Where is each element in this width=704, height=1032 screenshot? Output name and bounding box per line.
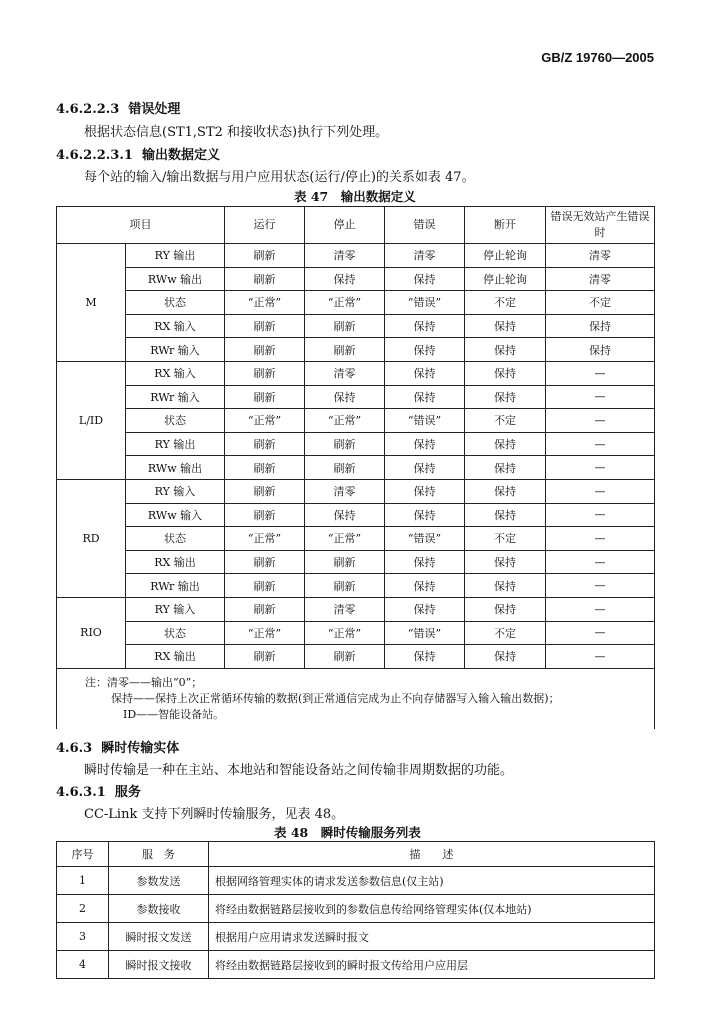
table-cell: — (546, 621, 655, 645)
table-cell: “正常” (305, 409, 385, 433)
row-label-cell: 状态 (126, 621, 225, 645)
table-cell: 刷新 (305, 432, 385, 456)
table-row (57, 574, 655, 598)
row-label-cell: 状态 (126, 409, 225, 433)
table-cell: 停止轮询 (465, 244, 546, 268)
index-cell: 2 (57, 895, 109, 923)
table-cell: 保持 (465, 456, 546, 480)
table-cell: — (546, 527, 655, 551)
table-cell: 保持 (465, 385, 546, 409)
row-label-cell: RX 输入 (126, 361, 225, 385)
table-cell: 清零 (305, 597, 385, 621)
table-cell: 停止轮询 (465, 267, 546, 291)
table-cell: 保持 (385, 456, 465, 480)
row-label-cell: RWr 输入 (126, 385, 225, 409)
table-cell: “正常” (305, 621, 385, 645)
table-cell: 清零 (305, 479, 385, 503)
section-title: 输出数据定义 (141, 148, 220, 163)
table-row (57, 314, 655, 338)
table-cell: 保持 (465, 314, 546, 338)
table-cell: 保持 (465, 361, 546, 385)
note-line: ID——智能设备站。 (123, 707, 225, 721)
column-header: 项目 (57, 207, 225, 244)
row-label-cell: 状态 (126, 291, 225, 315)
table-cell: 刷新 (305, 338, 385, 362)
table-cell: — (546, 456, 655, 480)
group-cell: L/ID (57, 361, 126, 479)
row-label-cell: RWw 输出 (126, 267, 225, 291)
table-cell: 刷新 (305, 574, 385, 598)
column-header: 服 务 (109, 842, 209, 867)
table-cell: “正常” (305, 291, 385, 315)
table-row (57, 291, 655, 315)
row-label-cell: RX 输入 (126, 314, 225, 338)
document-header: GB/Z 19760—2005 (541, 50, 654, 65)
table-cell: “错误” (385, 409, 465, 433)
row-label-cell: RX 输出 (126, 550, 225, 574)
table-cell: 保持 (465, 432, 546, 456)
table-cell: 刷新 (225, 645, 305, 669)
table-cell: 保持 (385, 645, 465, 669)
column-header: 停止 (305, 207, 385, 244)
section-number: 4.6.3.1 (56, 785, 106, 800)
table-cell: 不定 (546, 291, 655, 315)
table-row (57, 267, 655, 291)
service-cell: 瞬时报文发送 (109, 923, 209, 951)
table-row (57, 456, 655, 480)
table-row (57, 550, 655, 574)
table-row (57, 479, 655, 503)
table-cell: 保持 (385, 338, 465, 362)
table-cell: 刷新 (225, 244, 305, 268)
table-cell: 刷新 (225, 597, 305, 621)
table-row (57, 923, 655, 951)
table-cell: 保持 (465, 479, 546, 503)
section-title: 瞬时传输实体 (101, 741, 180, 756)
group-cell: RD (57, 479, 126, 597)
table-cell: 保持 (465, 338, 546, 362)
table-cell: 刷新 (225, 338, 305, 362)
description-cell: 根据用户应用请求发送瞬时报文 (209, 923, 655, 951)
table-cell: 保持 (465, 597, 546, 621)
section-heading-4-6-2-2-3 (56, 98, 180, 117)
table-row (57, 503, 655, 527)
column-header: 断开 (465, 207, 546, 244)
table-row (57, 244, 655, 268)
description-cell: 根据网络管理实体的请求发送参数信息(仅主站) (209, 867, 655, 895)
table-cell: — (546, 574, 655, 598)
paragraph: 每个站的输入/输出数据与用户应用状态(运行/停止)的关系如表 47。 (84, 170, 475, 185)
table-cell: 保持 (385, 503, 465, 527)
column-header: 描 述 (209, 842, 655, 867)
table-cell: 保持 (465, 550, 546, 574)
table-cell: 不定 (465, 527, 546, 551)
table-header-row (57, 207, 655, 244)
table-row (57, 361, 655, 385)
table-cell: “错误” (385, 621, 465, 645)
section-title: 错误处理 (128, 102, 181, 117)
table-row (57, 409, 655, 433)
section-heading-4-6-3 (56, 737, 179, 756)
table-cell: — (546, 597, 655, 621)
table-cell: 保持 (385, 432, 465, 456)
table-cell: “正常” (305, 527, 385, 551)
row-label-cell: RWr 输入 (126, 338, 225, 362)
table-48-caption: 表 48 瞬时传输服务列表 (274, 825, 421, 840)
table-cell: 刷新 (225, 432, 305, 456)
row-label-cell: 状态 (126, 527, 225, 551)
description-cell: 将经由数据链路层接收到的瞬时报文传给用户应用层 (209, 951, 655, 979)
table-row (57, 527, 655, 551)
table-cell: 保持 (465, 503, 546, 527)
table-cell: 刷新 (225, 361, 305, 385)
section-heading-4-6-2-2-3-1 (56, 144, 220, 163)
service-cell: 参数发送 (109, 867, 209, 895)
row-label-cell: RY 输入 (126, 597, 225, 621)
table-cell: 刷新 (305, 456, 385, 480)
table-cell: — (546, 385, 655, 409)
table-cell: “正常” (225, 527, 305, 551)
row-label-cell: RWw 输出 (126, 456, 225, 480)
row-label-cell: RWw 输入 (126, 503, 225, 527)
table-cell: “正常” (225, 621, 305, 645)
table-cell: 清零 (546, 267, 655, 291)
index-cell: 4 (57, 951, 109, 979)
table-cell: “正常” (225, 291, 305, 315)
table-row (57, 597, 655, 621)
index-cell: 3 (57, 923, 109, 951)
column-header: 错误无效站产生错误时 (546, 207, 655, 244)
paragraph: 根据状态信息(ST1,ST2 和接收状态)执行下列处理。 (84, 125, 389, 140)
table-header-row (57, 842, 655, 867)
table-cell: 刷新 (305, 645, 385, 669)
group-cell: RIO (57, 597, 126, 668)
description-cell: 将经由数据链路层接收到的参数信息传给网络管理实体(仅本地站) (209, 895, 655, 923)
table-cell: 刷新 (225, 385, 305, 409)
table-cell: 刷新 (225, 456, 305, 480)
table-cell: 不定 (465, 291, 546, 315)
table-cell: — (546, 645, 655, 669)
transient-service-table (56, 841, 655, 979)
service-cell: 参数接收 (109, 895, 209, 923)
table-cell: 保持 (465, 574, 546, 598)
table-cell: 刷新 (225, 267, 305, 291)
table-row (57, 951, 655, 979)
table-cell: 保持 (385, 479, 465, 503)
section-number: 4.6.2.2.3.1 (56, 148, 133, 163)
note-line: 注：清零——输出“0”； (85, 675, 203, 689)
table-cell: 清零 (305, 361, 385, 385)
table-cell: “错误” (385, 291, 465, 315)
table-cell: 不定 (465, 409, 546, 433)
table-cell: 保持 (305, 267, 385, 291)
table-cell: “错误” (385, 527, 465, 551)
table-cell: 清零 (385, 244, 465, 268)
table-row (57, 338, 655, 362)
table-cell: 刷新 (225, 479, 305, 503)
table-cell: 清零 (546, 244, 655, 268)
table-cell: — (546, 432, 655, 456)
table-cell: 保持 (385, 385, 465, 409)
table-row (57, 621, 655, 645)
table-cell: 保持 (385, 267, 465, 291)
note-line: 保持——保持上次正常循环传输的数据(到正常通信完成为止不向存储器写入输入输出数据)； (111, 691, 560, 705)
table-cell: 刷新 (225, 550, 305, 574)
table-cell: 刷新 (305, 550, 385, 574)
table-cell: “正常” (225, 409, 305, 433)
table-cell: — (546, 503, 655, 527)
table-cell: — (546, 409, 655, 433)
table-cell: 保持 (385, 597, 465, 621)
table-cell: — (546, 479, 655, 503)
row-label-cell: RY 输出 (126, 244, 225, 268)
column-header: 运行 (225, 207, 305, 244)
table-cell: — (546, 550, 655, 574)
table-cell: 保持 (546, 338, 655, 362)
table-row (57, 867, 655, 895)
table-cell: 保持 (385, 574, 465, 598)
table-row (57, 895, 655, 923)
table-cell: 刷新 (225, 503, 305, 527)
table-cell: 刷新 (305, 314, 385, 338)
table-cell: 保持 (385, 314, 465, 338)
table-cell: 保持 (305, 385, 385, 409)
output-data-table (56, 206, 655, 729)
table-cell: 刷新 (225, 574, 305, 598)
table-cell: 保持 (546, 314, 655, 338)
table-cell: 刷新 (225, 314, 305, 338)
table-row (57, 385, 655, 409)
column-header: 序号 (57, 842, 109, 867)
row-label-cell: RY 输出 (126, 432, 225, 456)
table-47-caption: 表 47 输出数据定义 (294, 189, 416, 204)
paragraph: CC-Link 支持下列瞬时传输服务，见表 48。 (84, 807, 345, 822)
table-cell: — (546, 361, 655, 385)
table-cell: 保持 (465, 645, 546, 669)
table-cell: 不定 (465, 621, 546, 645)
table-cell: 保持 (385, 361, 465, 385)
section-number: 4.6.3 (56, 741, 93, 756)
row-label-cell: RWr 输出 (126, 574, 225, 598)
table-row (57, 432, 655, 456)
table-note-row (57, 668, 655, 729)
group-cell: M (57, 244, 126, 362)
section-number: 4.6.2.2.3 (56, 102, 120, 117)
index-cell: 1 (57, 867, 109, 895)
table-row (57, 645, 655, 669)
table-notes (57, 668, 655, 729)
service-cell: 瞬时报文接收 (109, 951, 209, 979)
section-heading-4-6-3-1 (56, 781, 141, 800)
section-title: 服务 (114, 785, 141, 800)
column-header: 错误 (385, 207, 465, 244)
table-cell: 清零 (305, 244, 385, 268)
row-label-cell: RY 输入 (126, 479, 225, 503)
table-cell: 保持 (305, 503, 385, 527)
paragraph: 瞬时传输是一种在主站、本地站和智能设备站之间传输非周期数据的功能。 (84, 763, 514, 778)
row-label-cell: RX 输出 (126, 645, 225, 669)
table-cell: 保持 (385, 550, 465, 574)
